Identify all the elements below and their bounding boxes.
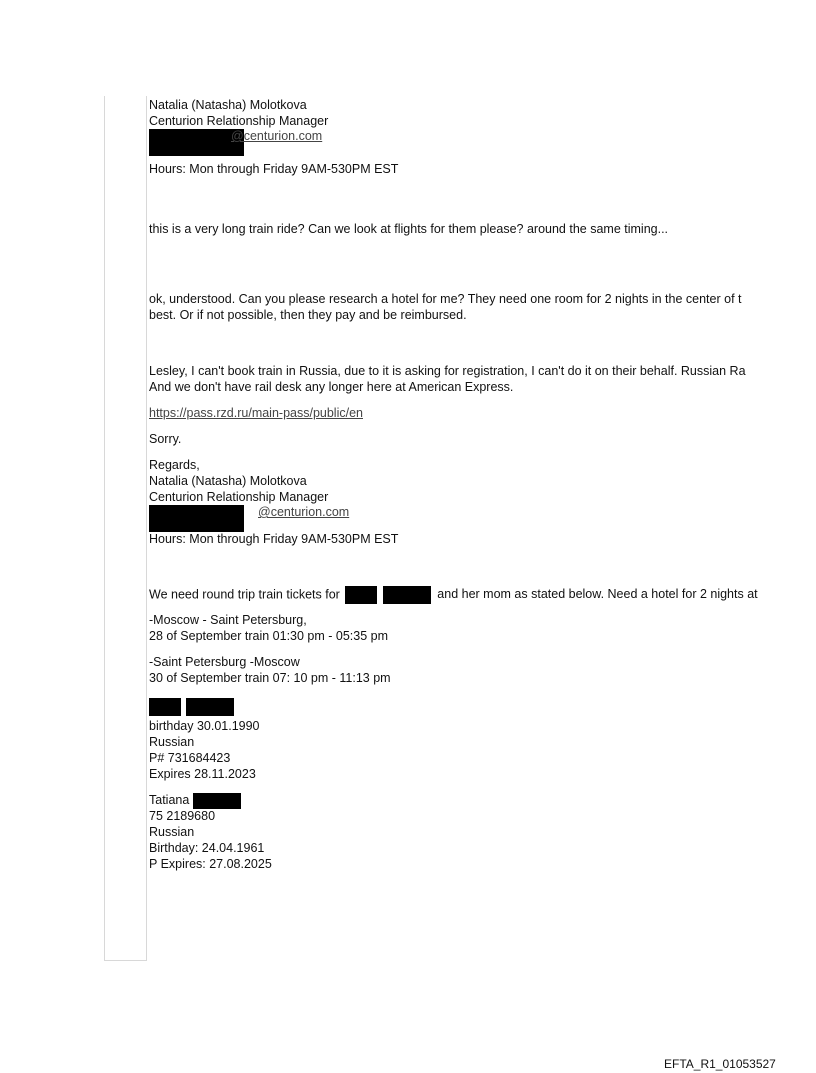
redaction-block: [149, 505, 244, 532]
sender-title: Centurion Relationship Manager: [149, 114, 329, 128]
rzd-link[interactable]: https://pass.rzd.ru/main-pass/public/en: [149, 406, 363, 420]
message-hotel: [149, 291, 816, 323]
signature-block-1: [149, 97, 816, 177]
traveler-2-nationality: Russian: [149, 825, 195, 839]
thread-border-bottom: [104, 960, 147, 961]
traveler-1-birthday: birthday 30.01.1990: [149, 719, 260, 733]
sender-email-row: [149, 129, 816, 145]
message-train: [149, 363, 816, 447]
sender-name: Natalia (Natasha) Molotkova: [149, 474, 307, 488]
signature-block-2: [149, 457, 816, 547]
regards-text: Regards,: [149, 458, 200, 472]
traveler-1-nationality: Russian: [149, 735, 195, 749]
traveler-1-passport: P# 731684423: [149, 751, 231, 765]
sender-name: Natalia (Natasha) Molotkova: [149, 98, 307, 112]
message-hotel-line-1: ok, understood. Can you please research a hotel for me? They need one room for 2 nights in the center of t: [149, 292, 742, 306]
leg-2-time: 30 of September train 07: 10 pm - 11:13 pm: [149, 671, 391, 685]
leg-2-route: -Saint Petersburg -Moscow: [149, 655, 300, 669]
message-train-line-2: And we don't have rail desk any longer here at American Express.: [149, 380, 514, 394]
sorry-text: Sorry.: [149, 432, 182, 446]
traveler-2-passport: 75 2189680: [149, 809, 216, 823]
thread-border-left: [104, 96, 105, 961]
sender-email-link[interactable]: @centurion.com: [231, 129, 323, 143]
message-train-line-1: Lesley, I can't book train in Russia, due to it is asking for registration, I can't do it on their behalf. Russian Ra: [149, 364, 746, 378]
sender-hours: Hours: Mon through Friday 9AM-530PM EST: [149, 162, 399, 176]
leg-1-time: 28 of September train 01:30 pm - 05:35 pm: [149, 629, 389, 643]
redaction-block: [345, 586, 377, 604]
message-hotel-line-2: best. Or if not possible, then they pay and be reimbursed.: [149, 308, 467, 322]
traveler-2-expires: P Expires: 27.08.2025: [149, 857, 272, 871]
redaction-block: [186, 698, 234, 716]
traveler-2: [149, 792, 816, 872]
traveler-1-name: [149, 698, 816, 718]
sender-email-row: [149, 505, 816, 521]
traveler-1-expires: Expires 28.11.2023: [149, 767, 256, 781]
sender-title: Centurion Relationship Manager: [149, 490, 329, 504]
email-thread: [149, 97, 816, 872]
traveler-1: [149, 698, 816, 782]
message-flights: this is a very long train ride? Can we look at flights for them please? around the same timing...: [149, 222, 669, 236]
message-request: [149, 586, 816, 686]
request-intro: We need round trip train tickets for and her mom as stated below. Need a hotel for 2 nights at: [149, 586, 816, 602]
traveler-2-birthday: Birthday: 24.04.1961: [149, 841, 265, 855]
redaction-block: [193, 793, 241, 809]
traveler-2-name: Tatiana: [149, 792, 816, 808]
document-id: EFTA_R1_01053527: [664, 1057, 776, 1071]
thread-border-inner: [146, 96, 147, 961]
redaction-block: [383, 586, 431, 604]
sender-hours: Hours: Mon through Friday 9AM-530PM EST: [149, 532, 399, 546]
sender-email-link[interactable]: @centurion.com: [258, 505, 350, 519]
leg-1-route: -Moscow - Saint Petersburg,: [149, 613, 307, 627]
redaction-block: [149, 698, 181, 716]
redaction-block: [149, 129, 244, 156]
